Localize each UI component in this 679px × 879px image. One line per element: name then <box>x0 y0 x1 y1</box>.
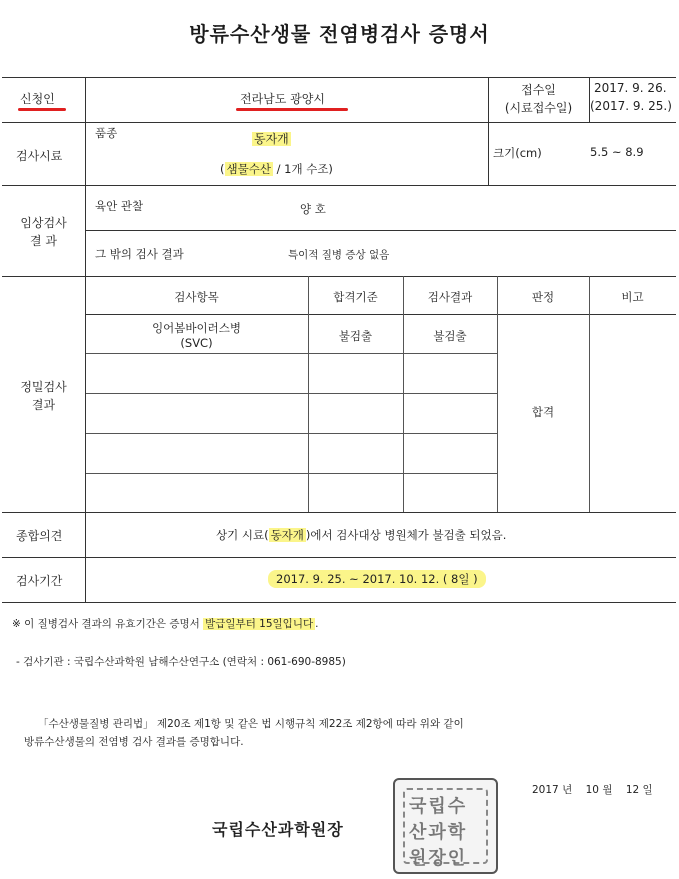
test-criteria: 불검출 <box>338 329 373 343</box>
test-result: 불검출 <box>433 329 467 343</box>
column-divider <box>497 276 498 512</box>
column-divider <box>308 276 309 512</box>
row-divider <box>2 557 676 558</box>
species-value: 동자개 <box>254 132 289 146</box>
clinical-label-2: 결 과 <box>30 234 57 248</box>
row-divider <box>85 353 497 354</box>
row-divider <box>2 185 676 186</box>
receipt-label: 접수일 <box>521 83 556 97</box>
period-label: 검사기간 <box>16 574 63 588</box>
opinion-text: 상기 시료( 동자개 )에서 검사대상 병원체가 불검출 되었음. <box>216 528 507 542</box>
header-criteria: 합격기준 <box>333 290 378 304</box>
applicant-label: 신청인 <box>20 92 55 106</box>
clinical-label: 임상검사 <box>20 216 67 230</box>
column-divider <box>403 276 404 512</box>
receipt-sublabel: (시료접수일) <box>504 101 573 115</box>
table-top-border <box>2 77 676 78</box>
origin-line: ( 샘물수산 / 1개 수조) <box>220 162 333 176</box>
validity-note: ※ 이 질병검사 결과의 유효기간은 증명서 발급일부터 15일입니다 . <box>12 618 319 630</box>
row-divider <box>85 433 497 434</box>
visual-inspection-value: 양 호 <box>300 202 326 216</box>
agency-note: - 검사기관 : 국립수산과학원 남해수산연구소 (연락처 : 061-690-8985) <box>16 656 346 668</box>
legal-text-line1: 「수산생물질병 관리법」 제20조 제1항 및 같은 법 시행규칙 제22조 제2항에 따라 위와 같이 <box>38 718 464 730</box>
test-item-name: 잉어봄바이러스병 <box>152 321 241 335</box>
header-result: 검사결과 <box>427 290 473 304</box>
size-label: 크기(cm) <box>493 146 542 160</box>
row-divider <box>85 230 676 231</box>
test-item-code: (SVC) <box>180 336 213 350</box>
red-underline <box>236 108 348 111</box>
other-results-value: 특이적 질병 증상 없음 <box>288 249 390 261</box>
official-seal: 국립수 산과학 원장인 <box>393 778 498 874</box>
header-test-item: 검사항목 <box>174 290 219 304</box>
issue-date: 2017 년 10 월 12 일 <box>532 784 653 796</box>
row-divider <box>85 314 676 315</box>
column-divider <box>589 276 590 512</box>
applicant-value: 전라남도 광양시 <box>240 92 325 106</box>
visual-inspection-label: 육안 관찰 <box>95 199 144 213</box>
red-underline <box>18 108 66 111</box>
size-value: 5.5 ~ 8.9 <box>590 145 644 159</box>
opinion-label: 종합의견 <box>16 529 63 543</box>
legal-text-line2: 방류수산생물의 전염병 검사 결과를 증명합니다. <box>24 736 244 748</box>
header-verdict: 판정 <box>531 290 555 304</box>
issuer-name: 국립수산과학원장 <box>212 820 344 839</box>
header-remarks: 비고 <box>621 290 644 304</box>
species-label: 품종 <box>95 126 118 140</box>
row-divider <box>2 122 676 123</box>
precision-label: 정밀검사 <box>20 380 67 394</box>
receipt-date: 2017. 9. 26. <box>594 81 667 95</box>
sample-label: 검사시료 <box>16 149 63 163</box>
other-results-label: 그 밖의 검사 결과 <box>95 247 184 261</box>
verdict-value: 합격 <box>531 405 555 419</box>
precision-label-2: 결과 <box>31 398 56 412</box>
row-divider <box>2 512 676 513</box>
row-divider <box>2 276 676 277</box>
row-divider <box>85 473 497 474</box>
table-bottom-border <box>2 602 676 603</box>
period-value: 2017. 9. 25. ~ 2017. 10. 12. ( 8일 ) <box>268 570 486 588</box>
sample-receipt-date: (2017. 9. 25.) <box>590 99 672 113</box>
row-divider <box>85 393 497 394</box>
document-title: 방류수산생물 전염병검사 증명서 <box>189 22 490 46</box>
